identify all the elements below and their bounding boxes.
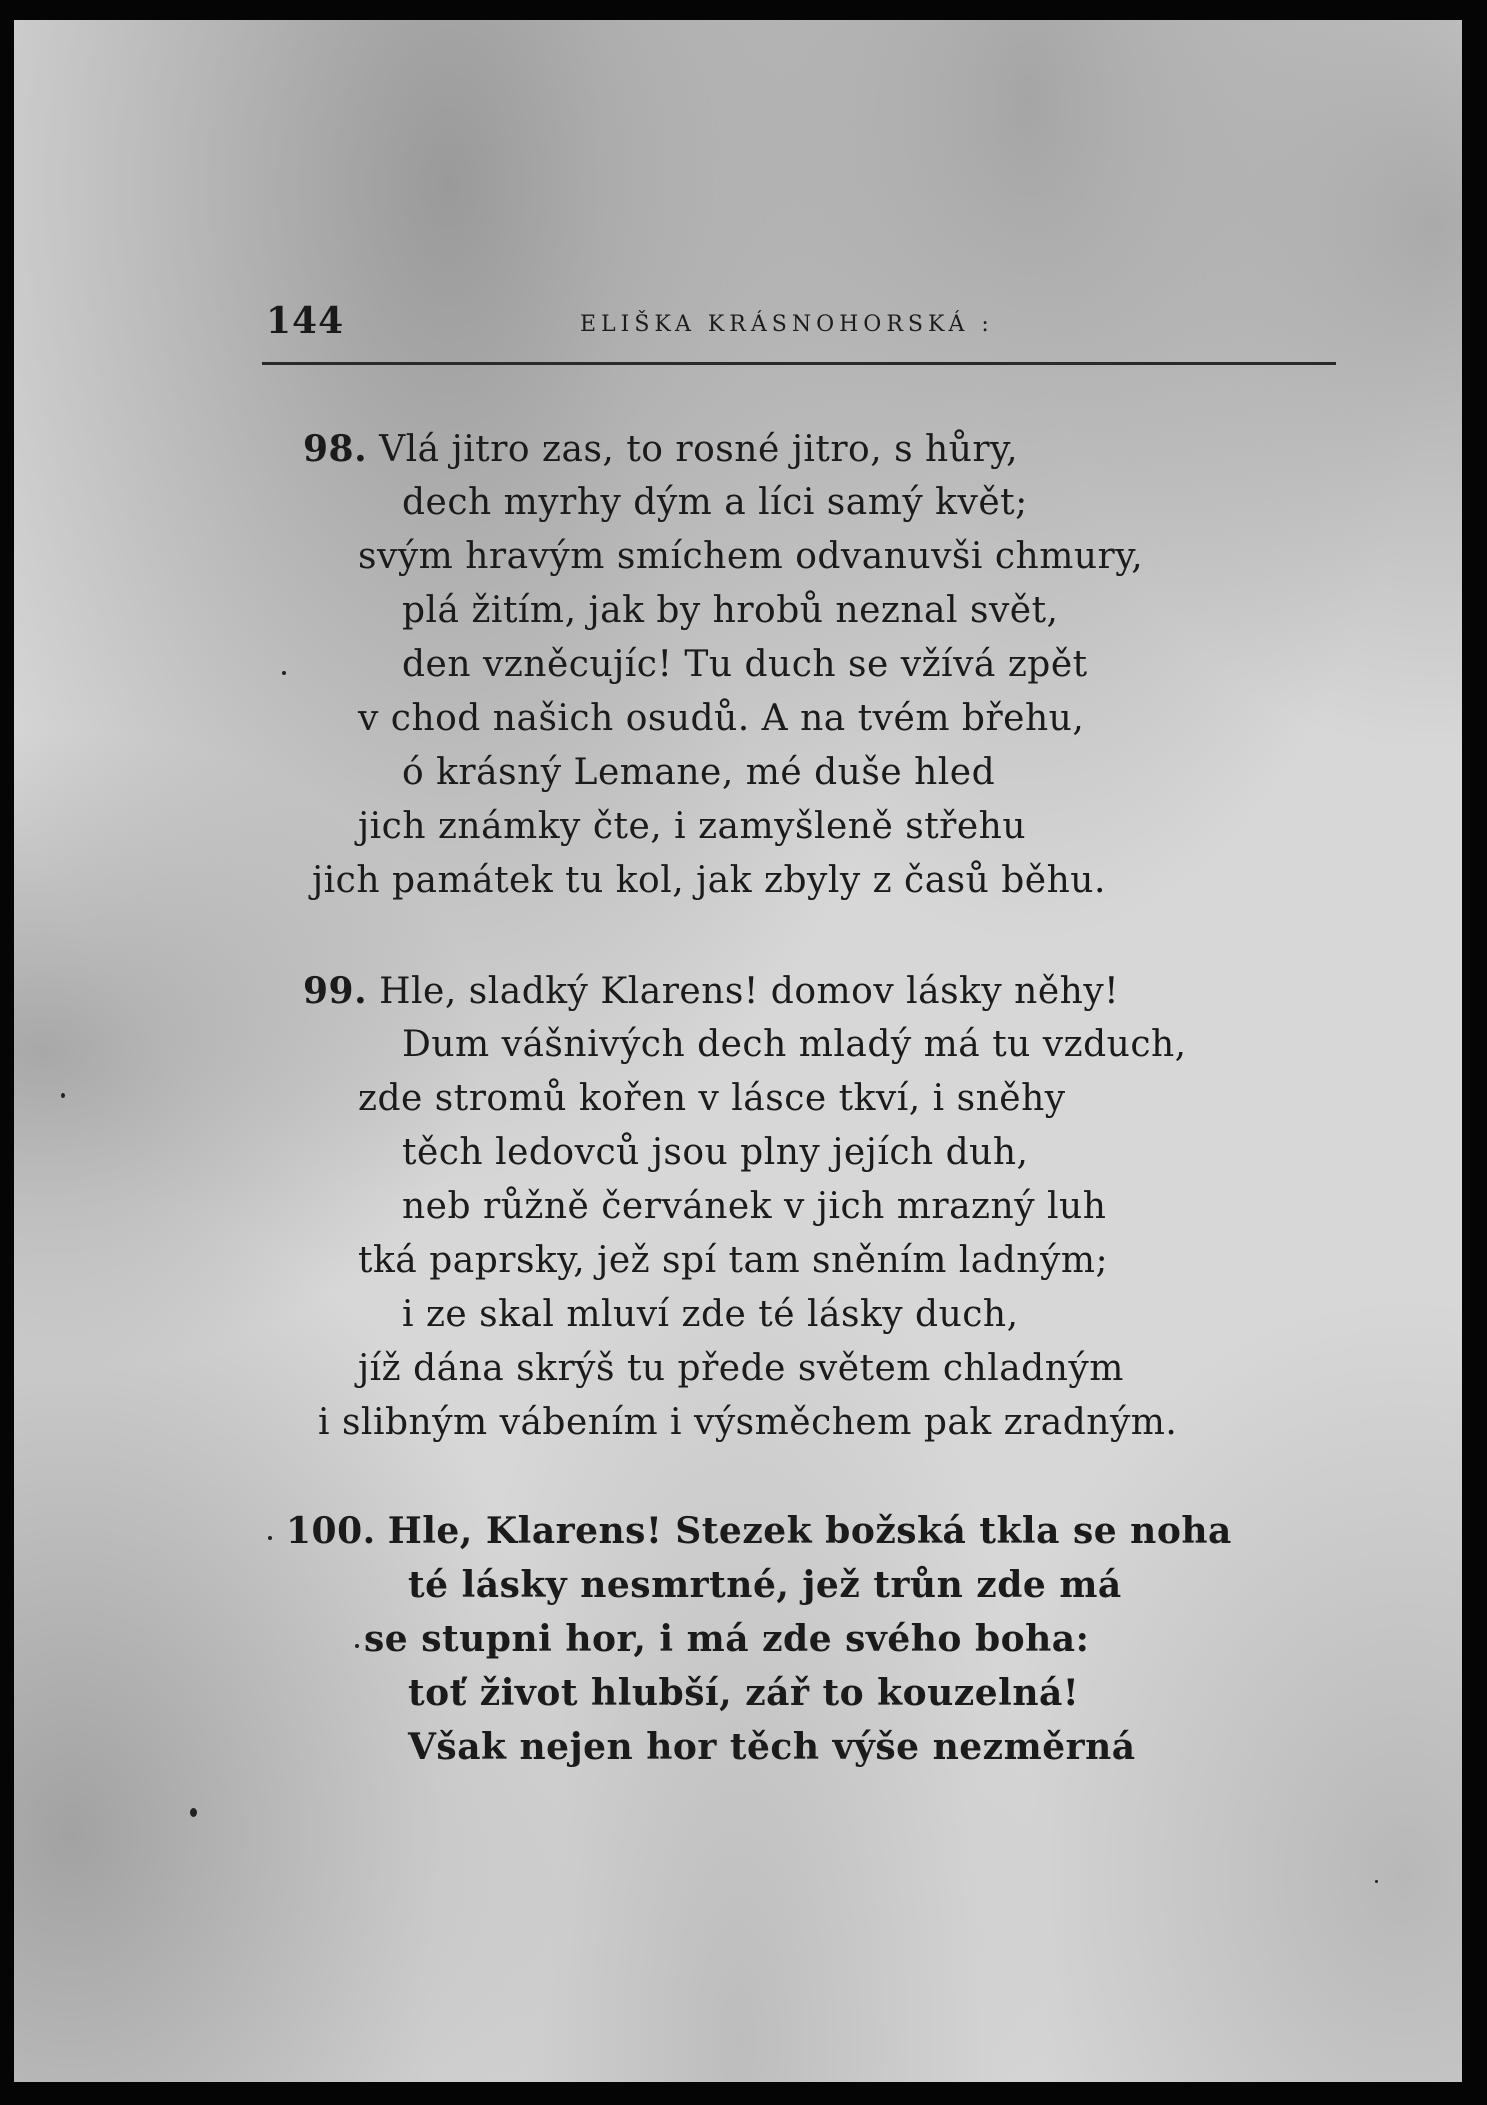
verse-line: neb růžně červánek v jich mrazný luh — [402, 1186, 1107, 1227]
verse-line: jich památek tu kol, jak zbyly z časů běhu. — [312, 860, 1106, 901]
scan-speck — [355, 1644, 359, 1648]
verse-line: Však nejen hor těch výše nezměrná — [408, 1726, 1136, 1768]
verse-line: ó krásný Lemane, mé duše hled — [402, 752, 996, 793]
verse-line: i ze skal mluví zde té lásky duch, — [402, 1294, 1019, 1335]
verse-line: se stupni hor, i má zde svého boha: — [364, 1618, 1090, 1660]
header-rule — [262, 362, 1336, 365]
scan-speck — [282, 671, 286, 675]
verse-line: 99. Hle, sladký Klarens! domov lásky něhy! — [303, 970, 1120, 1012]
verse-line: tká paprsky, jež spí tam sněním ladným; — [358, 1240, 1109, 1281]
verse-line: jich známky čte, i zamyšleně střehu — [358, 806, 1027, 847]
verse-line: svým hravým smíchem odvanuvši chmury, — [358, 536, 1144, 577]
scan-speck — [1375, 1880, 1378, 1883]
verse-line: plá žitím, jak by hrobů neznal svět, — [402, 590, 1059, 631]
verse-line: těch ledovců jsou plny jejích duh, — [402, 1132, 1029, 1173]
scan-speck — [61, 1093, 65, 1098]
verse-line: jíž dána skrýš tu přede světem chladným — [358, 1348, 1124, 1389]
scan-speck — [268, 1536, 272, 1540]
stanza-number: 99. — [303, 970, 368, 1012]
stanza-number: 98. — [303, 428, 368, 470]
verse-line: té lásky nesmrtné, jež trůn zde má — [408, 1564, 1122, 1606]
stanza-number: 100. — [286, 1510, 376, 1552]
verse-line: zde stromů kořen v lásce tkví, i sněhy — [358, 1078, 1066, 1119]
verse-line: dech myrhy dým a líci samý květ; — [402, 482, 1028, 523]
running-header — [266, 294, 1336, 354]
verse-line: i slibným vábením i výsměchem pak zradným. — [318, 1402, 1178, 1443]
verse-line: toť život hlubší, zář to kouzelná! — [408, 1672, 1080, 1714]
scan-speck — [190, 1808, 197, 1817]
verse-line: 100. Hle, Klarens! Stezek božská tkla se noha — [286, 1510, 1232, 1552]
running-title: ELIŠKA KRÁSNOHORSKÁ : — [580, 312, 994, 337]
verse-line: v chod našich osudů. A na tvém břehu, — [358, 698, 1085, 739]
verse-line: den vzněcujíc! Tu duch se vžívá zpět — [402, 644, 1088, 685]
verse-line: Dum vášnivých dech mladý má tu vzduch, — [402, 1024, 1187, 1065]
page-number: 144 — [266, 300, 345, 342]
verse-line: 98. Vlá jitro zas, to rosné jitro, s hůry, — [303, 428, 1019, 470]
